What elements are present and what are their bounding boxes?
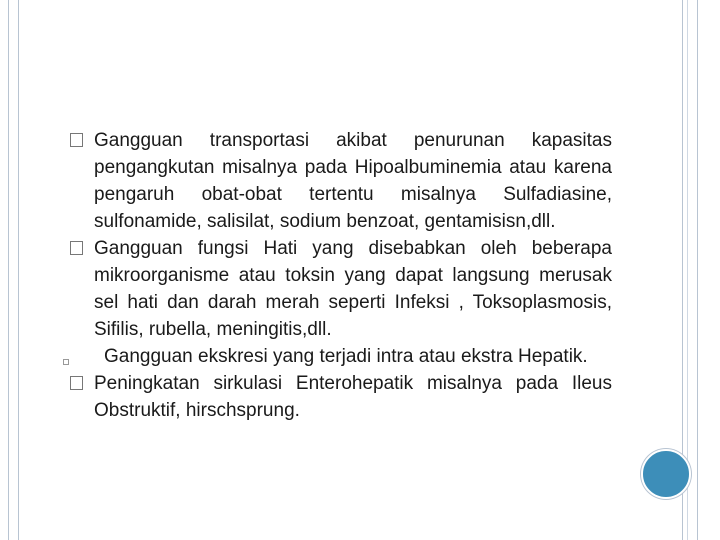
small-square-bullet-icon — [63, 359, 69, 365]
left-frame-border — [8, 0, 19, 540]
list-item-text: Gangguan ekskresi yang terjadi intra atau ekstra Hepatik. — [104, 346, 588, 367]
list-item — [70, 370, 612, 424]
list-item-text: Gangguan transportasi akibat penurunan kapasitas pengangkutan misalnya pada Hipoalbuminemia atau karena pengaruh obat-obat tertentu misalnya Sulfadiasine, sulfonamide, salisilat, sodium benzoat, gentamisisn,dll. — [94, 130, 612, 232]
checkbox-bullet-icon — [70, 133, 83, 147]
list-item — [70, 235, 612, 343]
checkbox-bullet-icon — [70, 376, 83, 390]
list-item — [70, 343, 612, 370]
list-item — [70, 127, 612, 235]
decorative-circle — [641, 449, 691, 499]
checkbox-bullet-icon — [70, 241, 83, 255]
list-item-text: Gangguan fungsi Hati yang disebabkan oleh beberapa mikroorganisme atau toksin yang dapat langsung merusak sel hati dan darah merah seperti Infeksi , Toksoplasmosis, Sifilis, rubella, meningitis,dll. — [94, 238, 612, 340]
list-item-text: Peningkatan sirkulasi Enterohepatik misalnya pada Ileus Obstruktif, hirschsprung. — [94, 373, 612, 421]
bullet-list — [70, 127, 612, 424]
right-frame-inner-line — [687, 0, 688, 540]
